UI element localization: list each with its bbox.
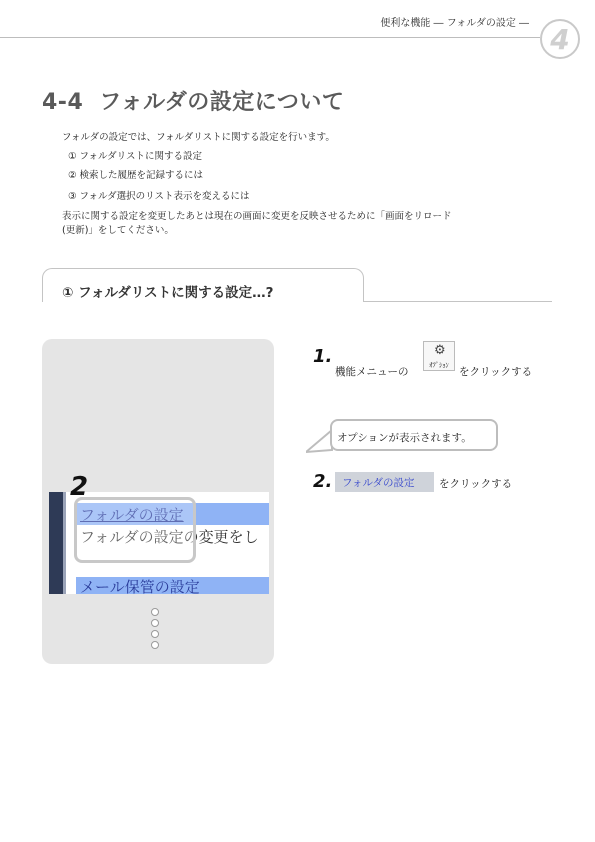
step-1-number: 1. xyxy=(313,346,333,367)
speech-bubble-text: オプションが表示されます。 xyxy=(337,432,472,444)
header-rule xyxy=(0,37,540,38)
intro-item-1: ① フォルダリストに関する設定 xyxy=(68,151,202,162)
chapter-badge xyxy=(540,19,580,59)
step-1-text-after: をクリックする xyxy=(459,366,533,378)
section-title: ① フォルダリストに関する設定…? xyxy=(62,285,274,301)
section-tab-rule xyxy=(364,301,552,302)
vertical-dots-icon xyxy=(151,641,159,649)
step-2-number: 2. xyxy=(313,471,333,492)
page-title xyxy=(42,85,344,116)
header-breadcrumb: 便利な機能 ― フォルダの設定 ― xyxy=(380,18,529,29)
gear-wrench-icon: ⚙ xyxy=(434,343,446,358)
page-title-number: 4-4 xyxy=(42,90,84,115)
screenshot-folder-settings-desc: フォルダの設定の変更をし xyxy=(80,528,259,546)
screenshot-mail-storage-link: メール保管の設定 xyxy=(80,578,200,594)
vertical-dots-icon xyxy=(151,630,159,638)
intro-note-line-1: 表示に関する設定を変更したあとは現在の画面に変更を反映させるために「画面をリロード xyxy=(62,211,452,222)
screenshot-sidebar-edge xyxy=(49,492,63,594)
screenshot-callout-frame xyxy=(74,497,196,563)
option-button[interactable] xyxy=(423,341,455,371)
screenshot-sidebar-edge-light xyxy=(63,492,66,594)
option-button-label: ｵﾌﾟｼｮﾝ xyxy=(429,361,449,369)
vertical-dots-icon xyxy=(151,619,159,627)
screenshot-step-marker: 2 xyxy=(70,472,89,502)
page-title-text: フォルダの設定について xyxy=(99,90,345,115)
folder-settings-button-label: フォルダの設定 xyxy=(342,477,415,489)
vertical-dots-icon xyxy=(151,608,159,616)
intro-item-3: ③ フォルダ選択のリスト表示を変えるには xyxy=(68,191,250,202)
intro-note-line-2: (更新)」をしてください。 xyxy=(62,225,174,236)
step-1-text-before: 機能メニューの xyxy=(335,366,409,378)
intro-item-2: ② 検索した履歴を記録するには xyxy=(68,170,204,181)
step-2-text-after: をクリックする xyxy=(439,478,513,490)
screenshot-folder-settings-link: フォルダの設定 xyxy=(80,506,184,524)
intro-lead: フォルダの設定では、フォルダリストに関する設定を行います。 xyxy=(62,132,335,143)
chapter-number: 4 xyxy=(550,23,570,56)
